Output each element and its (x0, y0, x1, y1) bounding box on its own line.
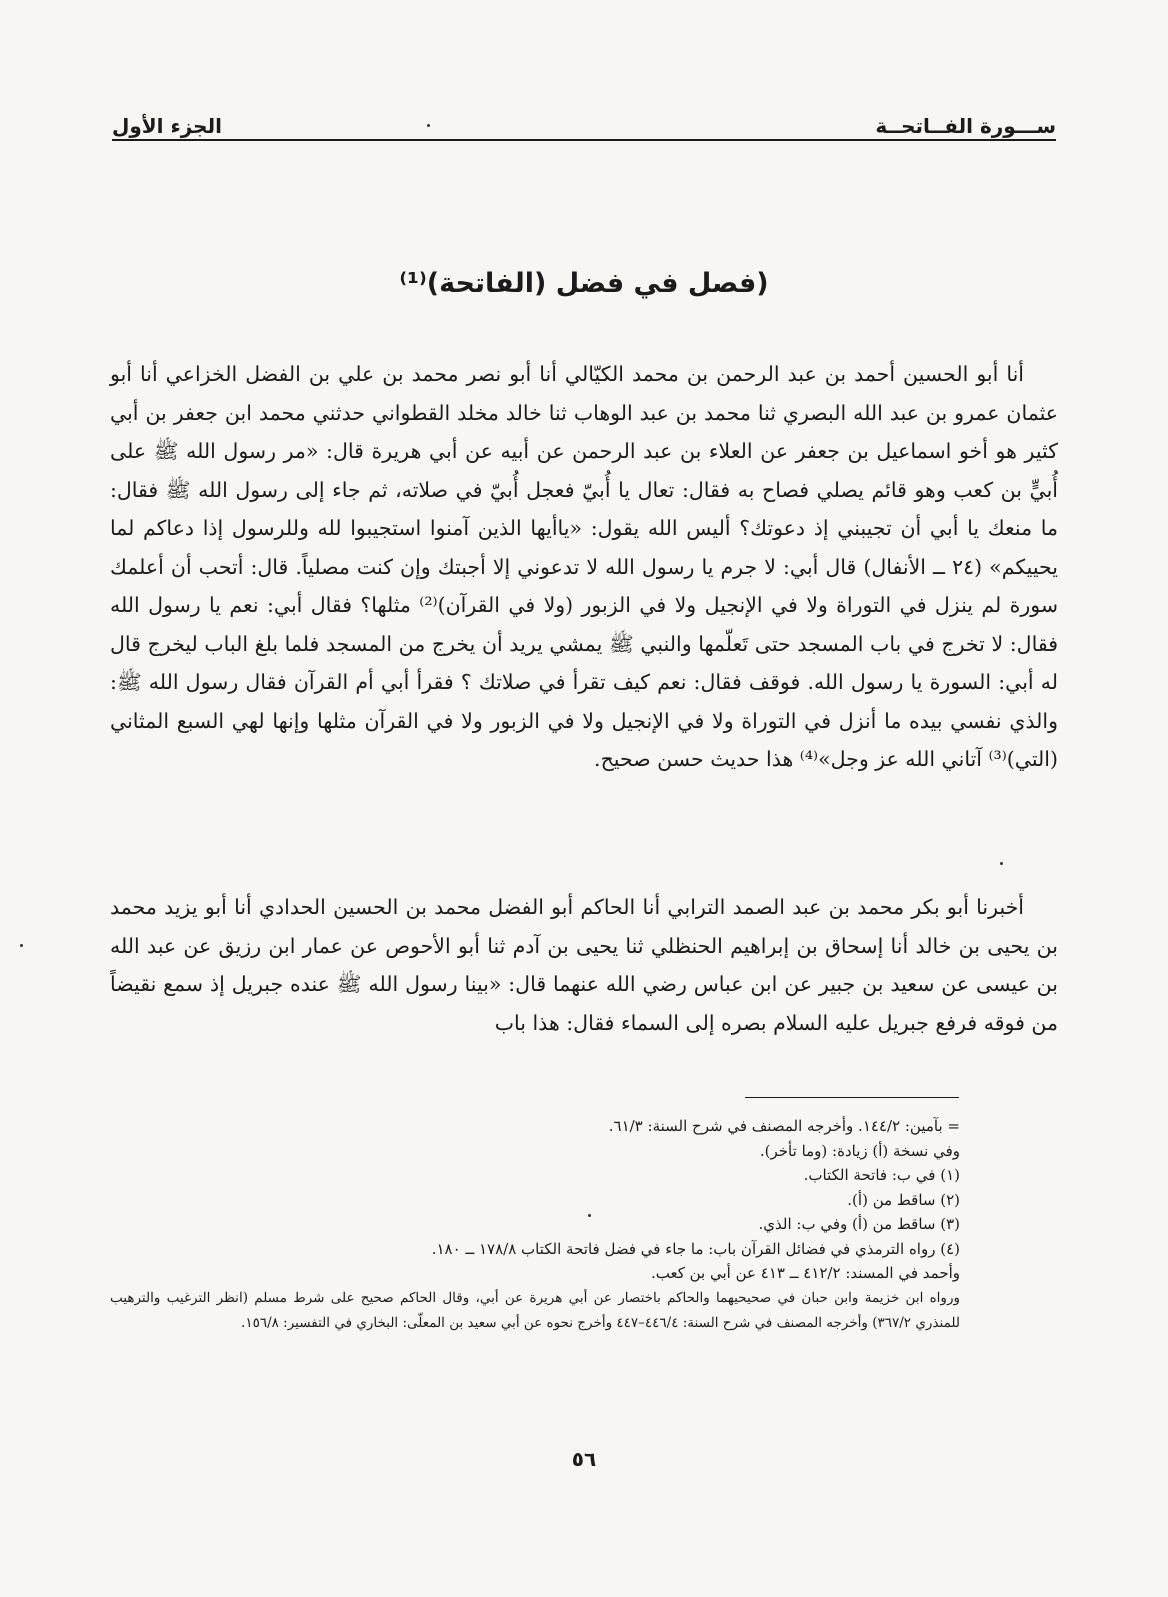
footnote-line: (٢) ساقط من (أ). (847, 1190, 960, 1209)
footnote-line: (٣) ساقط من (أ) وفي ب: الذي. (758, 1215, 960, 1233)
footnote-line: وأحمد في المسند: ٤١٢/٢ ــ ٤١٣ عن أبي بن كعب. (651, 1264, 960, 1282)
footnotes (110, 1114, 960, 1336)
footnote-divider (745, 1097, 959, 1098)
footnote-line: وفي نسخة (أ) زيادة: (وما تأخر). (759, 1141, 960, 1160)
scan-speck (427, 124, 430, 127)
page-number: ٥٦ (571, 1447, 597, 1471)
running-header (112, 102, 1056, 138)
scan-speck (588, 1214, 591, 1217)
body-paragraph-1 (110, 355, 1058, 779)
footnote-line: (١) في ب: فاتحة الكتاب. (803, 1166, 960, 1184)
header-part-label: الجزء الأول (112, 114, 222, 138)
header-divider (112, 139, 1056, 141)
section-title: (فصل في فضل (الفاتحة)⁽¹⁾ (399, 268, 769, 299)
header-surah-title: ســـورة الفــاتحــة (875, 114, 1056, 138)
footnote-line: (٤) رواه الترمذي في فضائل القرآن باب: ما جاء في فضل فاتحة الكتاب ١٧٨/٨ ــ ١٨٠. (431, 1239, 960, 1258)
footnote-line: = بآمين: ١٤٤/٢. وأخرجه المصنف في شرح السنة: ٦١/٣. (608, 1117, 960, 1135)
footnote-line: ورواه ابن خزيمة وابن حبان في صحيحيهما والحاكم باختصار عن أبي هريرة عن أبي، وقال الحاكم صحيح على شرط مسلم (انظر الترغيب والترهيب للمنذري ٣٦٧/٢) وأخرجه المصنف في شرح السنة: ٤٤٦/٤–٤٤٧ وأخرج نحوه عن أبي سعيد بن المعلّى: البخاري في التفسير: ١٥٦/٨. (110, 1289, 960, 1331)
paragraph-text: أخبرنا أبو بكر محمد بن عبد الصمد الترابي أنا الحاكم أبو الفضل محمد بن الحسين الحدادي أنا أبو يزيد محمد بن يحيى بن خالد أنا إسحاق بن إبراهيم الحنظلي ثنا يحيى بن آدم ثنا أبو الأحوص عن عمار ابن رزيق عن عبد الله بن عيسى عن سعيد بن جبير عن ابن عباس رضي الله عنهما قال: «بينا رسول الله ﷺ عنده جبريل إذ سمع نقيضاً من فوقه فرفع جبريل عليه السلام بصره إلى السماء فقال: هذا باب (110, 895, 1058, 1035)
paragraph-text: أنا أبو الحسين أحمد بن عبد الرحمن بن محمد الكيّالي أنا أبو نصر محمد بن علي بن الفضل الخزاعي أنا أبو عثمان عمرو بن عبد الله البصري ثنا محمد بن عبد الوهاب ثنا خالد مخلد القطواني حدثني محمد ابن جعفر بن أبي كثير هو أخو اسماعيل بن جعفر عن العلاء بن عبد الرحمن عن أبيه عن أبي هريرة قال: «مر رسول الله ﷺ على أُبيٍّ بن كعب وهو قائم يصلي فصاح به فقال: تعال يا أُبيّ فعجل أُبيّ في صلاته، ثم جاء إلى رسول الله ﷺ فقال: ما منعك يا أبي أن تجيبني إذ دعوتك؟ أليس الله يقول: «ياأيها الذين آمنوا استجيبوا لله وللرسول إذا دعاكم لما يحييكم» (٢٤ ــ الأنفال) قال أبي: لا جرم يا رسول الله لا تدعوني إلا أجبتك وإن كنت مصلياً. قال: أتحب أن أعلمك سورة لم ينزل في التوراة ولا في الإنجيل ولا في الزبور (ولا في القرآن)⁽²⁾ مثلها؟ فقال أبي: نعم يا رسول الله فقال: لا تخرج في باب المسجد حتى تَعلّمها والنبي ﷺ يمشي يريد أن يخرج من المسجد فلما بلغ الباب ليخرج قال له أبي: السورة يا رسول الله. فوقف فقال: نعم كيف تقرأ في صلاتك ؟ فقرأ أبي أم القرآن فقال رسول الله ﷺ: والذي نفسي بيده ما أنزل في التوراة ولا في الإنجيل ولا في الزبور ولا في القرآن مثلها وإنها لهي السبع المثاني (التي)⁽³⁾ آتاني الله عز وجل»⁽⁴⁾ هذا حديث حسن صحيح. (110, 362, 1058, 771)
body-paragraph-2 (110, 888, 1058, 1042)
scan-speck (1000, 862, 1003, 865)
scan-speck (20, 944, 23, 947)
